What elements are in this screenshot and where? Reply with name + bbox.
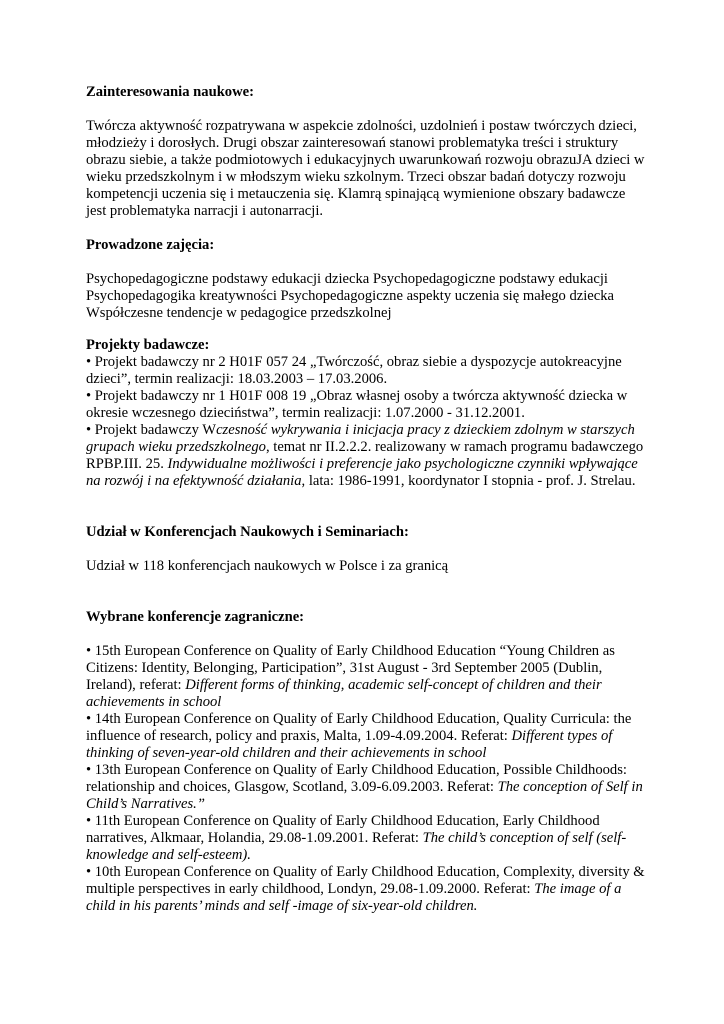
courses-text: Psychopedagogiczne podstawy edukacji dziecka Psychopedagogiczne podstawy edukacji Psychopedagogika kreatywności Psychopedagogiczne aspekty uczenia się małego dziecka Współczesne tendencje w pedagogice przedszkolnej — [86, 271, 615, 321]
participation-text: Udział w 118 konferencjach naukowych w Polsce i za granicą — [86, 558, 449, 574]
project-3-details: , temat nr II.2.2.2. realizowany w ramach programu badawczego RPBP.III. 25. — [86, 439, 644, 472]
participation-heading: Udział w Konferencjach Naukowych i Seminariach: — [86, 524, 409, 540]
conference-1-text: • 15th European Conference on Quality of Early Childhood Education “Young Children as Citizens: Identity, Belonging, Participation”, 31st August - 3rd September 2005 (Dublin, Ireland), referat: — [86, 643, 615, 693]
courses-heading: Prowadzone zajęcia: — [86, 237, 215, 253]
interests-heading: Zainteresowania naukowe: — [86, 84, 254, 100]
conference-3-text: • 13th European Conference on Quality of Early Childhood Education, Possible Childhoods: relationship and choices, Glasgow, Scotland, 3.09-6.09.2003. Referat: — [86, 762, 627, 795]
conference-1-paper: Different forms of thinking, academic self-concept of children and their achievements in school — [86, 677, 602, 710]
project-item-2: • Projekt badawczy nr 1 H01F 008 19 „Obraz własnej osoby a twórcza aktywność dziecka w okresie wczesnego dzieciństwa”, termin realizacji: 1.07.2000 - 31.12.2001. — [86, 388, 628, 421]
project-3-title: czesność wykrywania i inicjacja pracy z dzieckiem zdolnym w starszych grupach wieku przedszkolnego — [86, 422, 635, 455]
conference-item-5 — [86, 864, 646, 915]
conferences-heading: Wybrane konferencje zagraniczne: — [86, 609, 305, 625]
conference-2-paper: Different types of thinking of seven-year-old children and their achievements in school — [86, 728, 613, 761]
project-3-program-title: Indywidualne możliwości i preferencje jako psychologiczne czynniki wpływające na rozwój i na efektywność działania — [86, 456, 638, 489]
conference-5-text: • 10th European Conference on Quality of Early Childhood Education, Complexity, diversity & multiple perspectives in early childhood, Londyn, 29.08-1.09.2000. Referat: — [86, 864, 645, 897]
conference-2-text: • 14th European Conference on Quality of Early Childhood Education, Quality Curricula: the influence of research, policy and praxis, Malta, 1.09-4.09.2004. Referat: — [86, 711, 632, 744]
conference-4-text: • 11th European Conference on Quality of Early Childhood Education, Early Childhood narratives, Alkmaar, Holandia, 29.08-1.09.2001. Referat: — [86, 813, 600, 846]
project-item-1: • Projekt badawczy nr 2 H01F 057 24 „Twórczość, obraz siebie a dyspozycje autokreacyjne dzieci”, termin realizacji: 18.03.2003 – 17.03.2006. — [86, 354, 622, 387]
project-3-dates: , lata: 1986-1991, koordynator I stopnia - prof. J. Strelau. — [301, 473, 636, 489]
project-3-lead: • Projekt badawczy W — [86, 422, 217, 438]
interests-text: Twórcza aktywność rozpatrywana w aspekcie zdolności, uzdolnień i postaw twórczych dzieci, młodzieży i dorosłych. Drugi obszar zainteresowań stanowi problematyka treści i struktury obrazu siebie, a także podmiotowych i edukacyjnych uwarunkowań rozwoju obrazuJA dzieci w wieku przedszkolnym i w młodszym wieku szkolnym. Trzeci obszar badań dotyczy rozwoju kompetencji uczenia się i metauczenia się. Klamrą spinającą wymienione obszary badawcze jest problematyka narracji i autonarracji. — [86, 118, 645, 219]
document-page — [86, 84, 646, 915]
projects-heading: Projekty badawcze: — [86, 337, 210, 353]
conference-item-4 — [86, 813, 646, 864]
conference-3-paper: The conception of Self in Child’s Narratives.” — [86, 779, 643, 812]
conference-4-paper: The child’s conception of self (self-knowledge and self-esteem). — [86, 830, 627, 863]
conference-item-3 — [86, 762, 646, 813]
project-item-3 — [86, 422, 646, 490]
conference-5-paper: The image of a child in his parents’ minds and self -image of six-year-old children. — [86, 881, 622, 914]
conference-item-2 — [86, 711, 646, 762]
conference-item-1 — [86, 643, 646, 711]
